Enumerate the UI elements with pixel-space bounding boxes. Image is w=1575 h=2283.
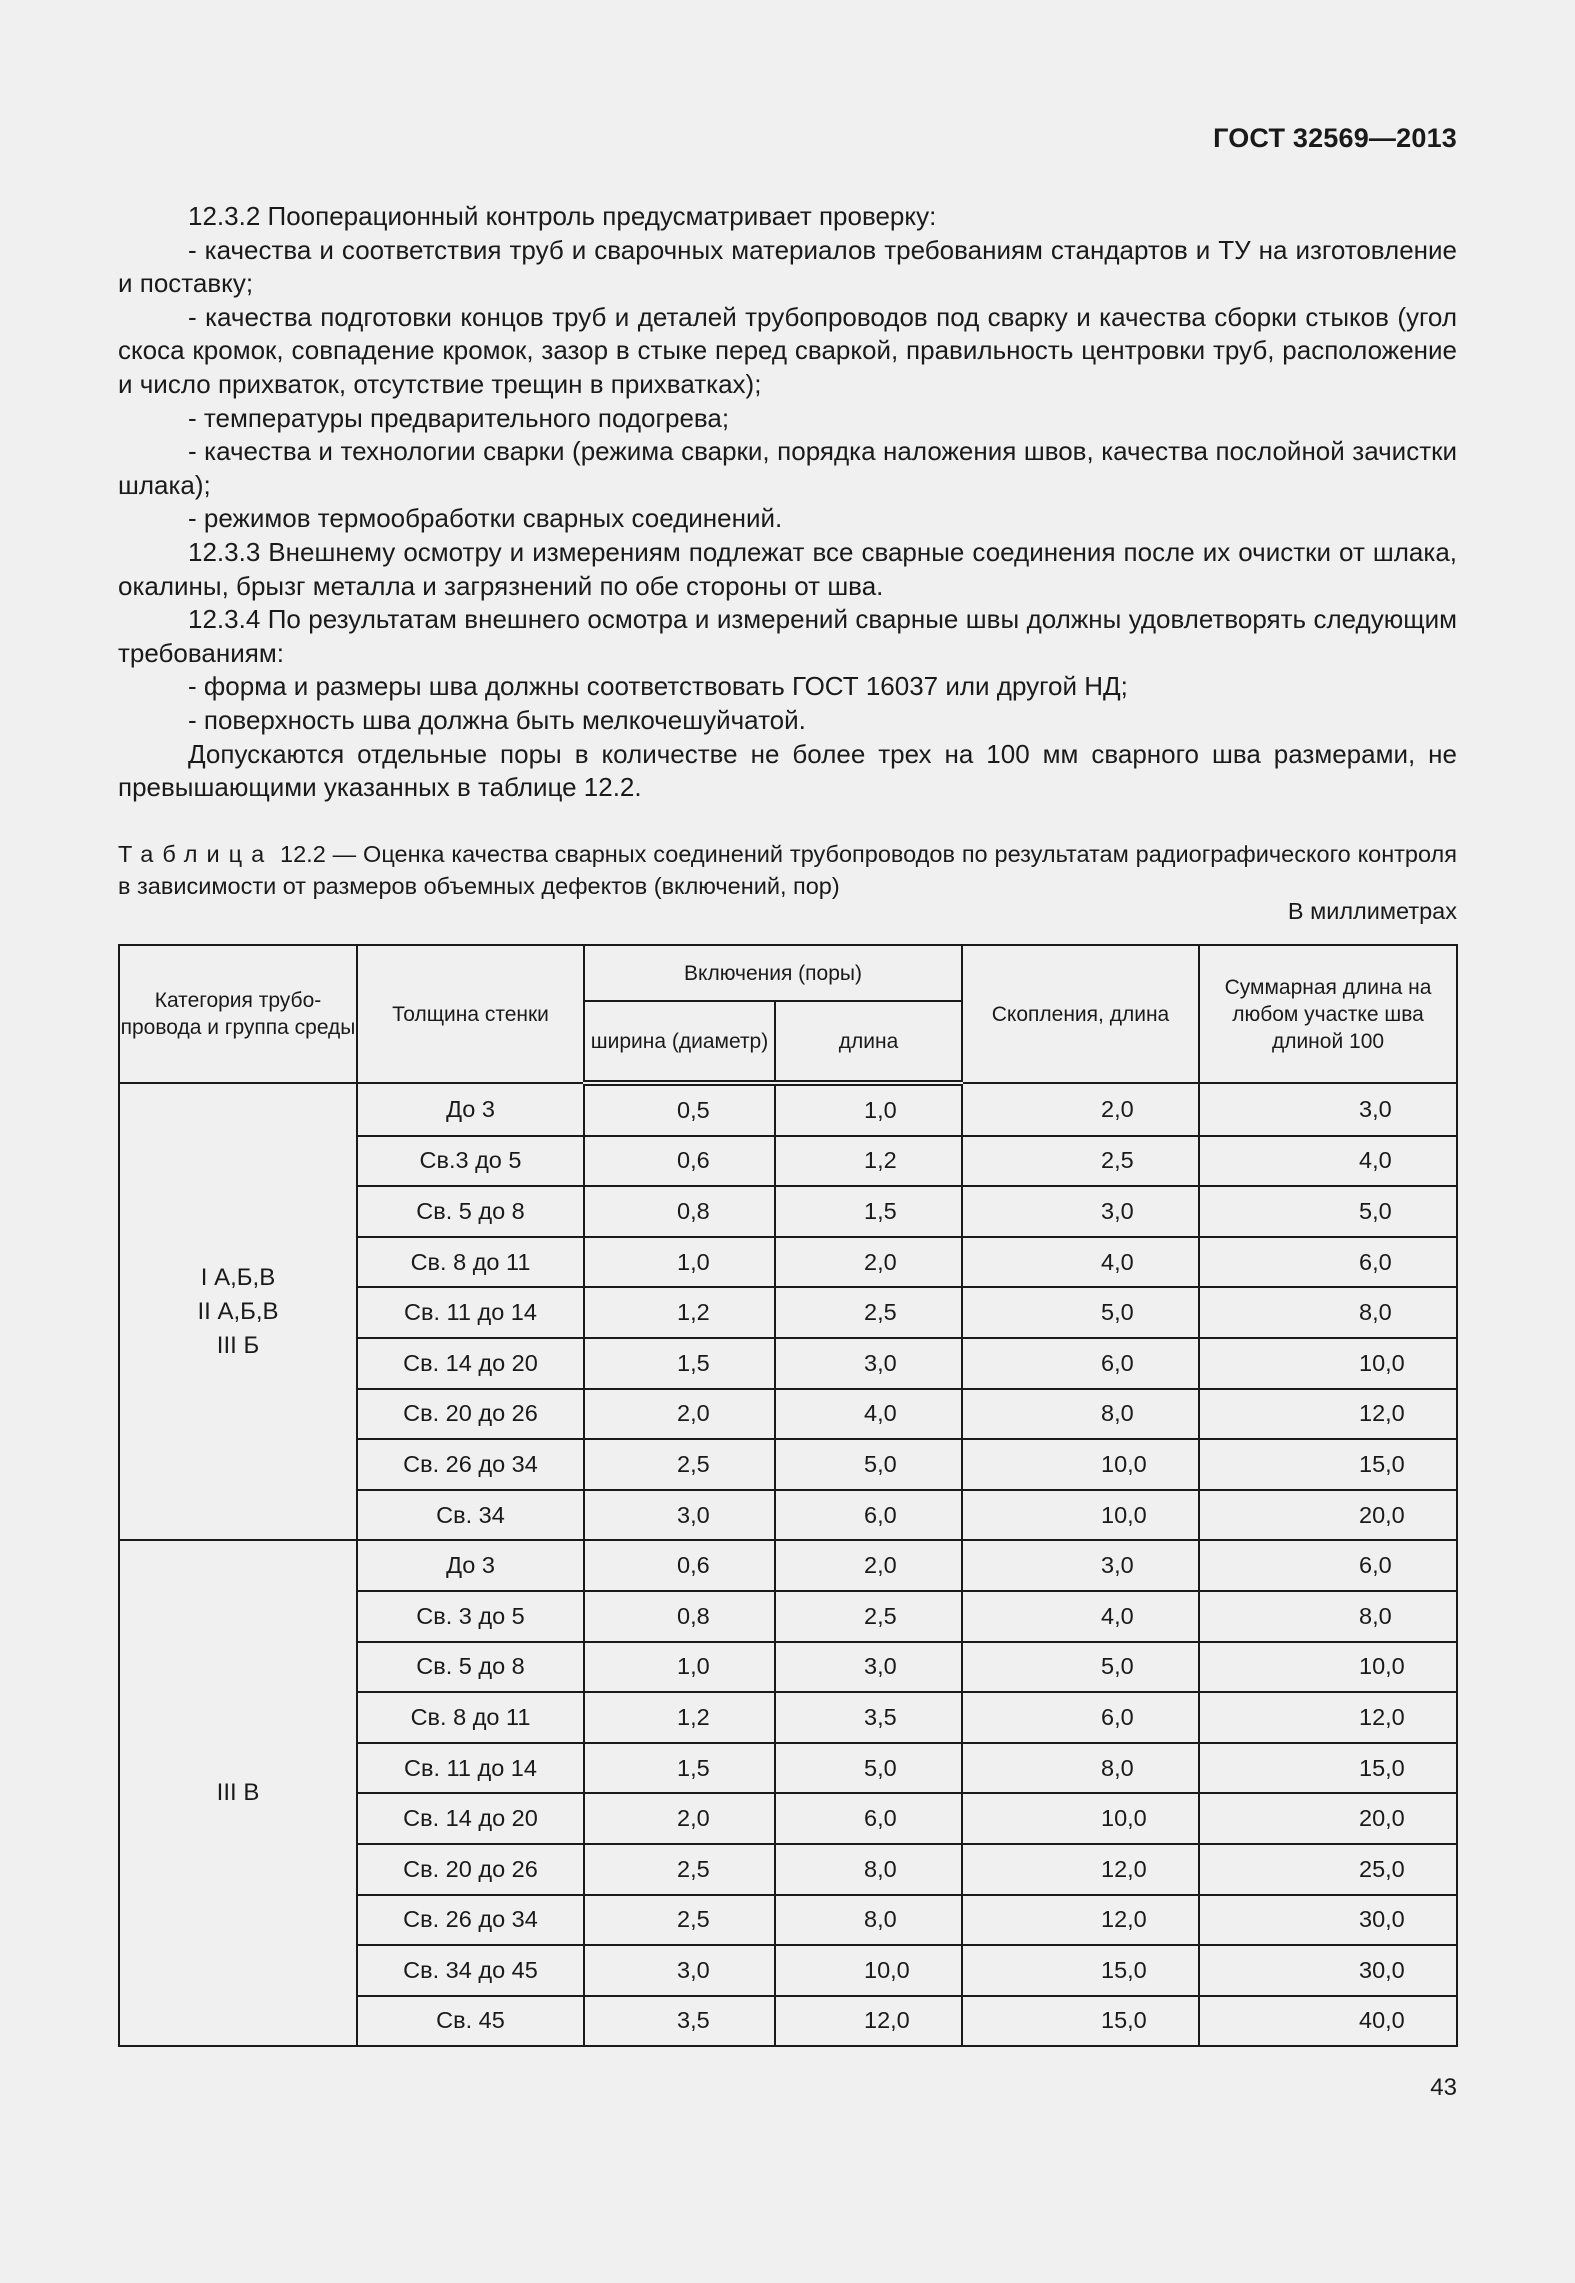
thickness-cell: Св. 14 до 20 bbox=[357, 1338, 584, 1389]
length-cell bbox=[775, 1237, 962, 1288]
paragraph: 12.3.2 Пооперационный контроль предусматривает проверку: bbox=[188, 201, 937, 231]
cell-value: 1,5 bbox=[677, 1349, 710, 1376]
cell-value: 2,5 bbox=[864, 1299, 897, 1326]
cell-value: 12,0 bbox=[864, 2007, 910, 2034]
cell-value: 1,0 bbox=[677, 1653, 710, 1680]
cell-value: 6,0 bbox=[1359, 1248, 1392, 1275]
total-length-cell bbox=[1199, 1743, 1457, 1794]
total-length-cell bbox=[1199, 1237, 1457, 1288]
table-row bbox=[119, 1083, 1457, 1136]
thickness-cell: Св. 8 до 11 bbox=[357, 1237, 584, 1288]
thickness-cell: Св.3 до 5 bbox=[357, 1136, 584, 1187]
width-cell bbox=[584, 1287, 775, 1338]
length-cell bbox=[775, 1793, 962, 1844]
total-length-cell bbox=[1199, 1945, 1457, 1996]
cell-value: 2,0 bbox=[677, 1400, 710, 1427]
thickness-cell: Св. 14 до 20 bbox=[357, 1793, 584, 1844]
paragraph: Допускаются отдельные поры в количестве не более трех на 100 мм сварного шва размерами, не превышающими указанных в таблице 12.2. bbox=[118, 738, 1457, 803]
cell-value: 10,0 bbox=[864, 1956, 910, 1983]
length-cell bbox=[775, 1945, 962, 1996]
width-cell bbox=[584, 1945, 775, 1996]
total-length-cell bbox=[1199, 1338, 1457, 1389]
thickness-cell: Св. 8 до 11 bbox=[357, 1692, 584, 1743]
cell-value: 5,0 bbox=[1101, 1299, 1134, 1326]
cell-value: 1,2 bbox=[864, 1147, 897, 1174]
width-cell bbox=[584, 1338, 775, 1389]
thickness-cell: Св. 11 до 14 bbox=[357, 1287, 584, 1338]
table-units: В миллиметрах bbox=[1287, 898, 1457, 924]
width-cell bbox=[584, 1186, 775, 1237]
length-cell bbox=[775, 1844, 962, 1895]
length-cell bbox=[775, 1642, 962, 1693]
width-cell bbox=[584, 1642, 775, 1693]
cell-value: 8,0 bbox=[864, 1855, 897, 1882]
cell-value: 0,6 bbox=[677, 1552, 710, 1579]
total-length-cell bbox=[1199, 1186, 1457, 1237]
category-cell bbox=[119, 1083, 357, 1540]
total-length-cell bbox=[1199, 1389, 1457, 1440]
cell-value: 8,0 bbox=[1359, 1602, 1392, 1629]
header-width: ширина (диаметр) bbox=[584, 1001, 775, 1083]
thickness-cell: Св. 20 до 26 bbox=[357, 1389, 584, 1440]
clusters-cell bbox=[962, 1743, 1199, 1794]
thickness-cell: Св. 26 до 34 bbox=[357, 1895, 584, 1946]
cell-value: 5,0 bbox=[864, 1754, 897, 1781]
cell-value: 12,0 bbox=[1359, 1400, 1405, 1427]
body-text bbox=[118, 200, 1457, 805]
cell-value: 30,0 bbox=[1359, 1906, 1405, 1933]
table-body bbox=[119, 1083, 1457, 2046]
paragraph: - качества и соответствия труб и сварочных материалов требованиям стандартов и ТУ на изготовление и поставку; bbox=[118, 234, 1457, 299]
table-caption-word: Таблица bbox=[118, 841, 274, 867]
thickness-cell: До 3 bbox=[357, 1083, 584, 1136]
paragraph: - качества подготовки концов труб и деталей трубопроводов под сварку и качества сборки стыков (угол скоса кромок, совпадение кромок, зазор в стыке перед сваркой, правильность центровки труб, расположение и число прихваток, отсутствие трещин в прихватках); bbox=[118, 301, 1457, 399]
cell-value: 15,0 bbox=[1359, 1450, 1405, 1477]
length-cell bbox=[775, 1591, 962, 1642]
clusters-cell bbox=[962, 1389, 1199, 1440]
clusters-cell bbox=[962, 1083, 1199, 1136]
length-cell bbox=[775, 1895, 962, 1946]
cell-value: 1,5 bbox=[864, 1197, 897, 1224]
thickness-cell: Св. 34 до 45 bbox=[357, 1945, 584, 1996]
width-cell bbox=[584, 1540, 775, 1591]
cell-value: 6,0 bbox=[1101, 1349, 1134, 1376]
paragraph: 12.3.4 По результатам внешнего осмотра и измерений сварные швы должны удовлетворять следующим требованиям: bbox=[118, 604, 1457, 668]
length-cell bbox=[775, 1136, 962, 1187]
cell-value: 2,0 bbox=[1101, 1095, 1134, 1122]
cell-value: 2,5 bbox=[1101, 1147, 1134, 1174]
defects-table bbox=[118, 944, 1458, 2047]
cell-value: 0,8 bbox=[677, 1602, 710, 1629]
clusters-cell bbox=[962, 1945, 1199, 1996]
clusters-cell bbox=[962, 1793, 1199, 1844]
cell-value: 2,5 bbox=[677, 1906, 710, 1933]
cell-value: 4,0 bbox=[1101, 1602, 1134, 1629]
clusters-cell bbox=[962, 1591, 1199, 1642]
paragraph: - форма и размеры шва должны соответствовать ГОСТ 16037 или другой НД; bbox=[188, 671, 1128, 702]
cell-value: 2,5 bbox=[677, 1450, 710, 1477]
clusters-cell bbox=[962, 1237, 1199, 1288]
total-length-cell bbox=[1199, 1591, 1457, 1642]
length-cell bbox=[775, 1389, 962, 1440]
cell-value: 4,0 bbox=[1101, 1248, 1134, 1275]
cell-value: 8,0 bbox=[1359, 1299, 1392, 1326]
paragraph: - температуры предварительного подогрева; bbox=[188, 402, 730, 433]
cell-value: 2,0 bbox=[864, 1552, 897, 1579]
thickness-cell: До 3 bbox=[357, 1540, 584, 1591]
page-number: 43 bbox=[1430, 2074, 1457, 2101]
total-length-cell bbox=[1199, 1793, 1457, 1844]
cell-value: 2,5 bbox=[677, 1855, 710, 1882]
total-length-cell bbox=[1199, 1692, 1457, 1743]
length-cell bbox=[775, 1743, 962, 1794]
cell-value: 1,2 bbox=[677, 1703, 710, 1730]
clusters-cell bbox=[962, 1439, 1199, 1490]
width-cell bbox=[584, 1692, 775, 1743]
cell-value: 0,8 bbox=[677, 1197, 710, 1224]
cell-value: 3,0 bbox=[864, 1349, 897, 1376]
thickness-cell: Св. 5 до 8 bbox=[357, 1186, 584, 1237]
clusters-cell bbox=[962, 1844, 1199, 1895]
cell-value: 25,0 bbox=[1359, 1855, 1405, 1882]
cell-value: 8,0 bbox=[864, 1906, 897, 1933]
cell-value: 6,0 bbox=[864, 1501, 897, 1528]
cell-value: 10,0 bbox=[1101, 1450, 1147, 1477]
clusters-cell bbox=[962, 1490, 1199, 1541]
cell-value: 2,5 bbox=[864, 1602, 897, 1629]
cell-value: 12,0 bbox=[1101, 1855, 1147, 1882]
clusters-cell bbox=[962, 1895, 1199, 1946]
cell-value: 0,6 bbox=[677, 1147, 710, 1174]
cell-value: 5,0 bbox=[1101, 1653, 1134, 1680]
table-caption bbox=[118, 838, 1457, 902]
length-cell bbox=[775, 1692, 962, 1743]
category-line: III Б bbox=[216, 1331, 260, 1359]
cell-value: 8,0 bbox=[1101, 1400, 1134, 1427]
clusters-cell bbox=[962, 1338, 1199, 1389]
length-cell bbox=[775, 1186, 962, 1237]
width-cell bbox=[584, 1237, 775, 1288]
length-cell bbox=[775, 1287, 962, 1338]
cell-value: 5,0 bbox=[864, 1450, 897, 1477]
thickness-cell: Св. 20 до 26 bbox=[357, 1844, 584, 1895]
cell-value: 3,0 bbox=[864, 1653, 897, 1680]
width-cell bbox=[584, 1389, 775, 1440]
total-length-cell bbox=[1199, 1136, 1457, 1187]
clusters-cell bbox=[962, 1186, 1199, 1237]
total-length-cell bbox=[1199, 1996, 1457, 2047]
width-cell bbox=[584, 1083, 775, 1136]
table-caption-text: 12.2 — Оценка качества сварных соединений трубопроводов по результатам радиографического контроля в зависимости от размеров объемных дефектов (включений, пор) bbox=[118, 841, 1457, 899]
total-length-cell bbox=[1199, 1642, 1457, 1693]
cell-value: 1,5 bbox=[677, 1754, 710, 1781]
header-clusters: Скопления, длина bbox=[962, 945, 1199, 1083]
cell-value: 6,0 bbox=[1359, 1552, 1392, 1579]
cell-value: 8,0 bbox=[1101, 1754, 1134, 1781]
cell-value: 6,0 bbox=[864, 1805, 897, 1832]
cell-value: 15,0 bbox=[1101, 1956, 1147, 1983]
width-cell bbox=[584, 1439, 775, 1490]
clusters-cell bbox=[962, 1136, 1199, 1187]
header-length: длина bbox=[775, 1001, 962, 1083]
paragraph: - поверхность шва должна быть мелкочешуйчатой. bbox=[188, 704, 806, 735]
paragraph: - режимов термообработки сварных соединений. bbox=[188, 503, 783, 534]
cell-value: 15,0 bbox=[1359, 1754, 1405, 1781]
cell-value: 2,0 bbox=[864, 1248, 897, 1275]
cell-value: 2,0 bbox=[677, 1805, 710, 1832]
cell-value: 3,5 bbox=[677, 2007, 710, 2034]
cell-value: 30,0 bbox=[1359, 1956, 1405, 1983]
category-line: III В bbox=[216, 1779, 260, 1807]
table-container bbox=[118, 944, 1456, 2047]
cell-value: 10,0 bbox=[1359, 1653, 1405, 1680]
cell-value: 6,0 bbox=[1101, 1703, 1134, 1730]
clusters-cell bbox=[962, 1642, 1199, 1693]
paragraph: - качества и технологии сварки (режима сварки, порядка наложения швов, качества послойной зачистки шлака); bbox=[118, 436, 1457, 500]
cell-value: 3,0 bbox=[1359, 1095, 1392, 1122]
cell-value: 10,0 bbox=[1359, 1349, 1405, 1376]
width-cell bbox=[584, 1743, 775, 1794]
width-cell bbox=[584, 1793, 775, 1844]
header-category: Категория трубо-провода и группа среды bbox=[119, 945, 357, 1083]
cell-value: 12,0 bbox=[1359, 1703, 1405, 1730]
cell-value: 20,0 bbox=[1359, 1501, 1405, 1528]
table-row bbox=[119, 1540, 1457, 1591]
cell-value: 15,0 bbox=[1101, 2007, 1147, 2034]
width-cell bbox=[584, 1490, 775, 1541]
cell-value: 3,0 bbox=[1101, 1552, 1134, 1579]
clusters-cell bbox=[962, 1287, 1199, 1338]
thickness-cell: Св. 34 bbox=[357, 1490, 584, 1541]
total-length-cell bbox=[1199, 1287, 1457, 1338]
width-cell bbox=[584, 1844, 775, 1895]
cell-value: 1,0 bbox=[677, 1248, 710, 1275]
thickness-cell: Св. 3 до 5 bbox=[357, 1591, 584, 1642]
cell-value: 1,2 bbox=[677, 1299, 710, 1326]
thickness-cell: Св. 11 до 14 bbox=[357, 1743, 584, 1794]
total-length-cell bbox=[1199, 1540, 1457, 1591]
cell-value: 4,0 bbox=[864, 1400, 897, 1427]
category-line: II А,Б,В bbox=[197, 1297, 279, 1325]
clusters-cell bbox=[962, 1540, 1199, 1591]
thickness-cell: Св. 26 до 34 bbox=[357, 1439, 584, 1490]
cell-value: 3,5 bbox=[864, 1703, 897, 1730]
cell-value: 10,0 bbox=[1101, 1501, 1147, 1528]
cell-value: 3,0 bbox=[677, 1501, 710, 1528]
cell-value: 10,0 bbox=[1101, 1805, 1147, 1832]
cell-value: 3,0 bbox=[1101, 1197, 1134, 1224]
width-cell bbox=[584, 1136, 775, 1187]
length-cell bbox=[775, 1083, 962, 1136]
cell-value: 1,0 bbox=[864, 1096, 897, 1123]
clusters-cell bbox=[962, 1692, 1199, 1743]
total-length-cell bbox=[1199, 1439, 1457, 1490]
length-cell bbox=[775, 1490, 962, 1541]
cell-value: 20,0 bbox=[1359, 1805, 1405, 1832]
header-total-length: Суммарная длина на любом участке шва длиной 100 bbox=[1199, 945, 1457, 1083]
length-cell bbox=[775, 1996, 962, 2047]
header-thickness: Толщина стенки bbox=[357, 945, 584, 1083]
clusters-cell bbox=[962, 1996, 1199, 2047]
width-cell bbox=[584, 1895, 775, 1946]
total-length-cell bbox=[1199, 1490, 1457, 1541]
cell-value: 4,0 bbox=[1359, 1147, 1392, 1174]
category-cell bbox=[119, 1540, 357, 2046]
width-cell bbox=[584, 1996, 775, 2047]
cell-value: 0,5 bbox=[677, 1096, 710, 1123]
paragraph: 12.3.3 Внешнему осмотру и измерениям подлежат все сварные соединения после их очистки от шлака, окалины, брызг металла и загрязнений по обе стороны от шва. bbox=[118, 536, 1457, 601]
total-length-cell bbox=[1199, 1844, 1457, 1895]
cell-value: 3,0 bbox=[677, 1956, 710, 1983]
category-line: I А,Б,В bbox=[200, 1263, 276, 1291]
cell-value: 12,0 bbox=[1101, 1906, 1147, 1933]
cell-value: 5,0 bbox=[1359, 1197, 1392, 1224]
length-cell bbox=[775, 1439, 962, 1490]
cell-value: 40,0 bbox=[1359, 2007, 1405, 2034]
length-cell bbox=[775, 1338, 962, 1389]
length-cell bbox=[775, 1540, 962, 1591]
thickness-cell: Св. 45 bbox=[357, 1996, 584, 2047]
document-id: ГОСТ 32569—2013 bbox=[1213, 123, 1457, 153]
total-length-cell bbox=[1199, 1895, 1457, 1946]
thickness-cell: Св. 5 до 8 bbox=[357, 1642, 584, 1693]
header-inclusions: Включения (поры) bbox=[584, 945, 962, 1001]
total-length-cell bbox=[1199, 1083, 1457, 1136]
width-cell bbox=[584, 1591, 775, 1642]
